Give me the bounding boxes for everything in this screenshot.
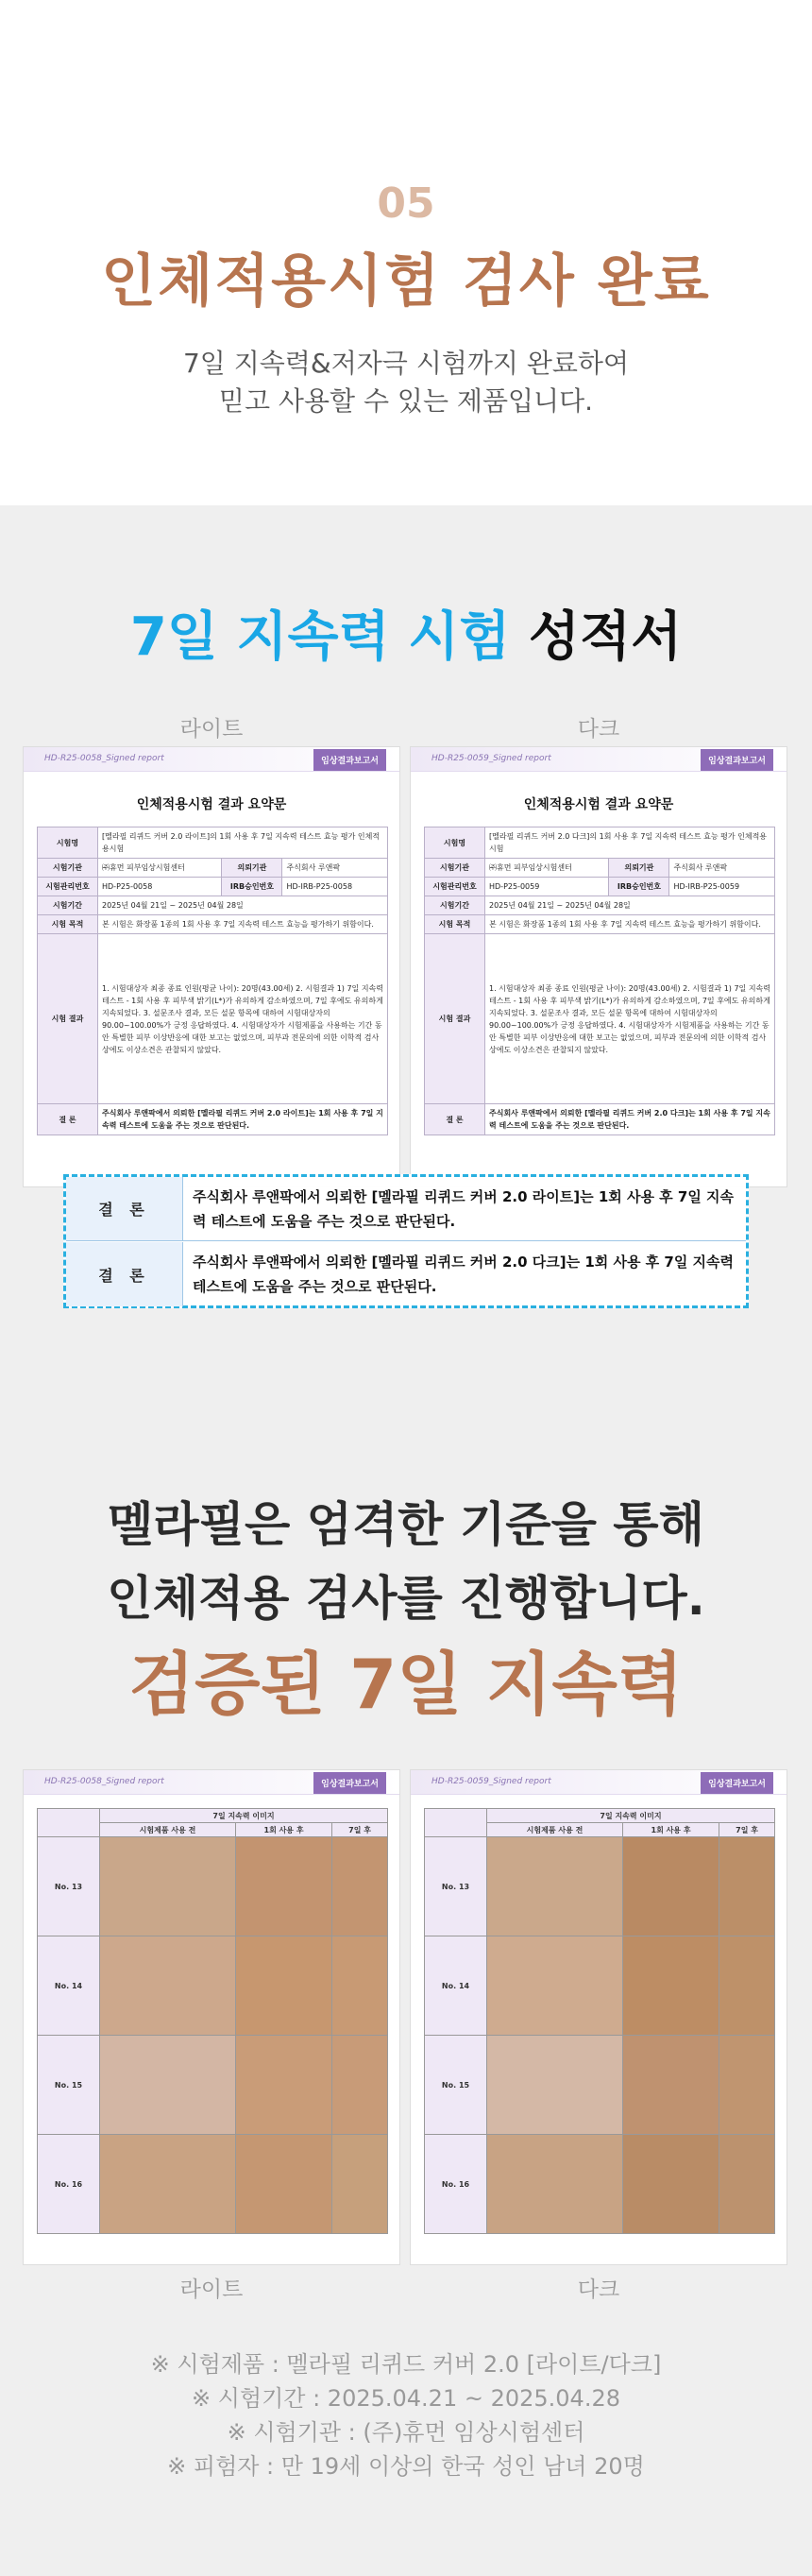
report-header: [24, 1770, 399, 1795]
cell-value: 주식회사 루앤팍: [669, 859, 775, 878]
skin-photo: [487, 2135, 622, 2233]
conclusion-key: 결 론: [66, 1177, 183, 1240]
cell-value: [멜라필 리퀴드 커버 2.0 다크]의 1회 사용 후 7일 지속력 테스트 효능 평가 인체적용시험: [485, 827, 775, 859]
subject-row: [425, 2036, 775, 2135]
conclusion-value: 주식회사 루앤팍에서 의뢰한 [멜라필 리퀴드 커버 2.0 라이트]는 1회 사용 후 7일 지속력 테스트에 도움을 주는 것으로 판단된다.: [193, 1188, 735, 1230]
cell-key: 결 론: [425, 1104, 485, 1135]
cell-value: 2025년 04월 21일 ~ 2025년 04월 28일: [98, 896, 388, 915]
conclusion-key: 결 론: [66, 1242, 183, 1306]
cell-key: 의뢰기관: [609, 859, 669, 878]
skin-photo: [623, 2036, 719, 2134]
skin-photo: [719, 2036, 774, 2134]
cell-key: 시험명: [425, 827, 485, 859]
skin-photo-cell: [100, 1936, 236, 2036]
subject-label: No. 15: [38, 2036, 100, 2135]
cell-value: 1. 시험대상자 최종 종료 인원(평균 나이): 20명(43.00세) 2. 시험결과 1) 7일 지속력 테스트 - 1회 사용 후 피부색 밝기(L*)가 유의하게 감소하였으며, 7일 후에도 유의하게 지속되었다. 3. 설문조사 결과, 모든 설문 항목에 대하여 시험대상자의 90.00~100.00%가 긍정 응답하였다. 4. 시험대상자가 시험제품을 사용하는 기간 동안 특별한 피부 이상반응에 대한 보고는 없었으며, 피부과 전문의에 의한 이학적 검사상에도 이상소견은 관찰되지 않았다.: [98, 934, 388, 1104]
intro-section: [0, 0, 812, 505]
cell-value: [멜라필 리퀴드 커버 2.0 라이트]의 1회 사용 후 7일 지속력 테스트 효능 평가 인체적용시험: [98, 827, 388, 859]
report-badge: 임상결과보고서: [313, 1772, 386, 1794]
skin-photo-cell: [487, 1837, 623, 1936]
cell-value: 본 시험은 화장품 1종의 1회 사용 후 7일 지속력 테스트 효능을 평가하기 위함이다.: [485, 915, 775, 934]
cell-key: 시험 목적: [425, 915, 485, 934]
corner-cell: [425, 1809, 487, 1837]
cell-key: 시험관리번호: [425, 878, 485, 896]
report-light: [23, 746, 400, 1187]
skin-photo-cell: [332, 2036, 388, 2135]
note-institution: ※ 시험기관 : (주)휴먼 임상시험센터: [227, 2419, 585, 2446]
skin-photo: [332, 2036, 387, 2134]
skin-photo: [100, 1936, 235, 2035]
report-section: [0, 505, 812, 2576]
skin-photo-cell: [235, 1936, 331, 2036]
subject-label: No. 13: [425, 1837, 487, 1936]
skin-photo-cell: [235, 2036, 331, 2135]
subtitle-line-2: 믿고 사용할 수 있는 제품입니다.: [218, 385, 594, 417]
cell-key: 시험 결과: [38, 934, 98, 1104]
cell-key: 시험기간: [425, 896, 485, 915]
subject-row: [38, 1936, 388, 2036]
skin-photo: [332, 1837, 387, 1936]
report-badge: 임상결과보고서: [313, 749, 386, 771]
section-number: 05: [377, 179, 435, 228]
test-notes: [0, 2347, 812, 2483]
cell-value: HD-IRB-P25-0058: [282, 878, 388, 896]
report-title: 인체적용시험 결과 요약문: [136, 797, 287, 812]
photo-label-dark: 다크: [577, 2277, 620, 2302]
skin-photo: [332, 1936, 387, 2035]
skin-photo: [719, 2135, 774, 2233]
report-title: 인체적용시험 결과 요약문: [523, 797, 674, 812]
skin-photo-cell: [100, 1837, 236, 1936]
report-header: [411, 747, 787, 772]
cell-key: 시험 목적: [38, 915, 98, 934]
photo-table: [424, 1808, 775, 2234]
statement-line-2: 인체적용 검사를 진행합니다.: [107, 1571, 705, 1626]
report-badge: 임상결과보고서: [701, 1772, 773, 1794]
conclusion-highlight-box: [63, 1174, 749, 1308]
cell-key: 시험기간: [38, 896, 98, 915]
col-header-after1: 1회 사용 후: [235, 1823, 331, 1837]
skin-photo-cell: [332, 1936, 388, 2036]
cell-key: 시험관리번호: [38, 878, 98, 896]
skin-photo-cell: [719, 2135, 775, 2234]
subject-label: No. 15: [425, 2036, 487, 2135]
title-blue-part: 7일 지속력 시험: [129, 606, 511, 668]
skin-photo: [623, 1936, 719, 2035]
subject-row: [425, 2135, 775, 2234]
cell-key: 시험기관: [38, 859, 98, 878]
label-light: 라이트: [179, 717, 244, 742]
cell-value: ㈜휴먼 피부임상시험센터: [98, 859, 222, 878]
subject-label: No. 14: [425, 1936, 487, 2036]
skin-photo-cell: [622, 2036, 719, 2135]
report-table: [37, 827, 388, 1135]
cell-value: 주식회사 루앤팍에서 의뢰한 [멜라필 리퀴드 커버 2.0 다크]는 1회 사용 후 7일 지속력 테스트에 도움을 주는 것으로 판단된다.: [485, 1104, 775, 1135]
cell-key: 시험기관: [425, 859, 485, 878]
skin-photo: [236, 1936, 331, 2035]
statement-highlight: 검증된 7일 지속력: [128, 1645, 684, 1724]
skin-photo: [487, 1837, 622, 1936]
corner-cell: [38, 1809, 100, 1837]
cell-value: HD-IRB-P25-0059: [669, 878, 775, 896]
skin-photo: [332, 2135, 387, 2233]
statement-text: [0, 1488, 812, 1635]
cell-key: 시험 결과: [425, 934, 485, 1104]
statement-line-1: 멜라필은 엄격한 기준을 통해: [108, 1497, 704, 1552]
report-code: HD-R25-0059_Signed report: [431, 754, 551, 763]
subject-label: No. 14: [38, 1936, 100, 2036]
report-header: [24, 747, 399, 772]
col-header-before: 시험제품 사용 전: [487, 1823, 623, 1837]
report-badge: 임상결과보고서: [701, 749, 773, 771]
cell-value: 주식회사 루앤팍: [282, 859, 388, 878]
report-header: [411, 1770, 787, 1795]
skin-photo-cell: [719, 2036, 775, 2135]
cell-value: 본 시험은 화장품 1종의 1회 사용 후 7일 지속력 테스트 효능을 평가하기 위함이다.: [98, 915, 388, 934]
skin-photo-cell: [622, 2135, 719, 2234]
subject-row: [425, 1837, 775, 1936]
skin-photo-cell: [100, 2135, 236, 2234]
conclusion-value: 주식회사 루앤팍에서 의뢰한 [멜라필 리퀴드 커버 2.0 다크]는 1회 사용 후 7일 지속력 테스트에 도움을 주는 것으로 판단된다.: [193, 1254, 735, 1295]
report-dark: [410, 746, 787, 1187]
skin-photo: [623, 1837, 719, 1936]
skin-photo-cell: [332, 2135, 388, 2234]
cell-key: IRB승인번호: [222, 878, 282, 896]
skin-photo-cell: [487, 2135, 623, 2234]
section-subtitle: [0, 345, 812, 420]
photo-label-light: 라이트: [179, 2277, 244, 2302]
skin-photo: [487, 2036, 622, 2134]
skin-photo: [719, 1936, 774, 2035]
subject-row: [425, 1936, 775, 2036]
col-header-after1: 1회 사용 후: [622, 1823, 719, 1837]
section-title: 인체적용시험 검사 완료: [101, 248, 711, 315]
cell-key: 결 론: [38, 1104, 98, 1135]
skin-photo: [100, 2135, 235, 2233]
cell-key: 시험명: [38, 827, 98, 859]
group-header: 7일 지속력 이미지: [100, 1809, 388, 1823]
skin-photo: [100, 2036, 235, 2134]
group-header: 7일 지속력 이미지: [487, 1809, 775, 1823]
note-subjects: ※ 피험자 : 만 19세 이상의 한국 성인 남녀 20명: [167, 2453, 645, 2480]
subject-row: [38, 2036, 388, 2135]
cell-key: 의뢰기관: [222, 859, 282, 878]
skin-photo: [487, 1936, 622, 2035]
subject-label: No. 16: [425, 2135, 487, 2234]
cell-key: IRB승인번호: [609, 878, 669, 896]
skin-photo-cell: [622, 1936, 719, 2036]
skin-photo: [100, 1837, 235, 1936]
cell-value: ㈜휴먼 피부임상시험센터: [485, 859, 609, 878]
report-code: HD-R25-0059_Signed report: [431, 1777, 551, 1786]
report-table: [424, 827, 775, 1135]
skin-photo-cell: [235, 1837, 331, 1936]
report-section-title: [0, 595, 812, 671]
subject-label: No. 16: [38, 2135, 100, 2234]
skin-photo-cell: [235, 2135, 331, 2234]
conclusion-row-dark: [66, 1242, 746, 1306]
subject-label: No. 13: [38, 1837, 100, 1936]
cell-value: HD-P25-0058: [98, 878, 222, 896]
conclusion-row-light: [66, 1177, 746, 1241]
skin-photo: [236, 1837, 331, 1936]
col-header-after7: 7일 후: [332, 1823, 388, 1837]
skin-photo: [236, 2135, 331, 2233]
subject-row: [38, 1837, 388, 1936]
subtitle-line-1: 7일 지속력&저자극 시험까지 완료하여: [182, 348, 630, 379]
title-dark-part: 성적서: [510, 606, 683, 668]
col-header-before: 시험제품 사용 전: [100, 1823, 236, 1837]
cell-value: HD-P25-0059: [485, 878, 609, 896]
col-header-after7: 7일 후: [719, 1823, 775, 1837]
subject-row: [38, 2135, 388, 2234]
skin-photo-cell: [487, 1936, 623, 2036]
report-code: HD-R25-0058_Signed report: [44, 754, 164, 763]
skin-photo-cell: [719, 1936, 775, 2036]
cell-value: 주식회사 루앤팍에서 의뢰한 [멜라필 리퀴드 커버 2.0 라이트]는 1회 사용 후 7일 지속력 테스트에 도움을 주는 것으로 판단된다.: [98, 1104, 388, 1135]
skin-photo-cell: [100, 2036, 236, 2135]
cell-value: 1. 시험대상자 최종 종료 인원(평균 나이): 20명(43.00세) 2. 시험결과 1) 7일 지속력 테스트 - 1회 사용 후 피부색 밝기(L*)가 유의하게 감소하였으며, 7일 후에도 유의하게 지속되었다. 3. 설문조사 결과, 모든 설문 항목에 대하여 시험대상자의 90.00~100.00%가 긍정 응답하였다. 4. 시험대상자가 시험제품을 사용하는 기간 동안 특별한 피부 이상반응에 대한 보고는 없었으며, 피부과 전문의에 의한 이학적 검사상에도 이상소견은 관찰되지 않았다.: [485, 934, 775, 1104]
skin-photo: [623, 2135, 719, 2233]
photo-table: [37, 1808, 388, 2234]
report-code: HD-R25-0058_Signed report: [44, 1777, 164, 1786]
skin-photo-cell: [622, 1837, 719, 1936]
note-period: ※ 시험기간 : 2025.04.21 ~ 2025.04.28: [191, 2385, 620, 2412]
label-dark: 다크: [577, 717, 620, 742]
photo-report-light: [23, 1769, 400, 2265]
skin-photo-cell: [487, 2036, 623, 2135]
skin-photo-cell: [719, 1837, 775, 1936]
skin-photo: [236, 2036, 331, 2134]
skin-photo-cell: [332, 1837, 388, 1936]
skin-photo: [719, 1837, 774, 1936]
cell-value: 2025년 04월 21일 ~ 2025년 04월 28일: [485, 896, 775, 915]
note-product: ※ 시험제품 : 멜라필 리퀴드 커버 2.0 [라이트/다크]: [150, 2351, 662, 2378]
photo-report-dark: [410, 1769, 787, 2265]
